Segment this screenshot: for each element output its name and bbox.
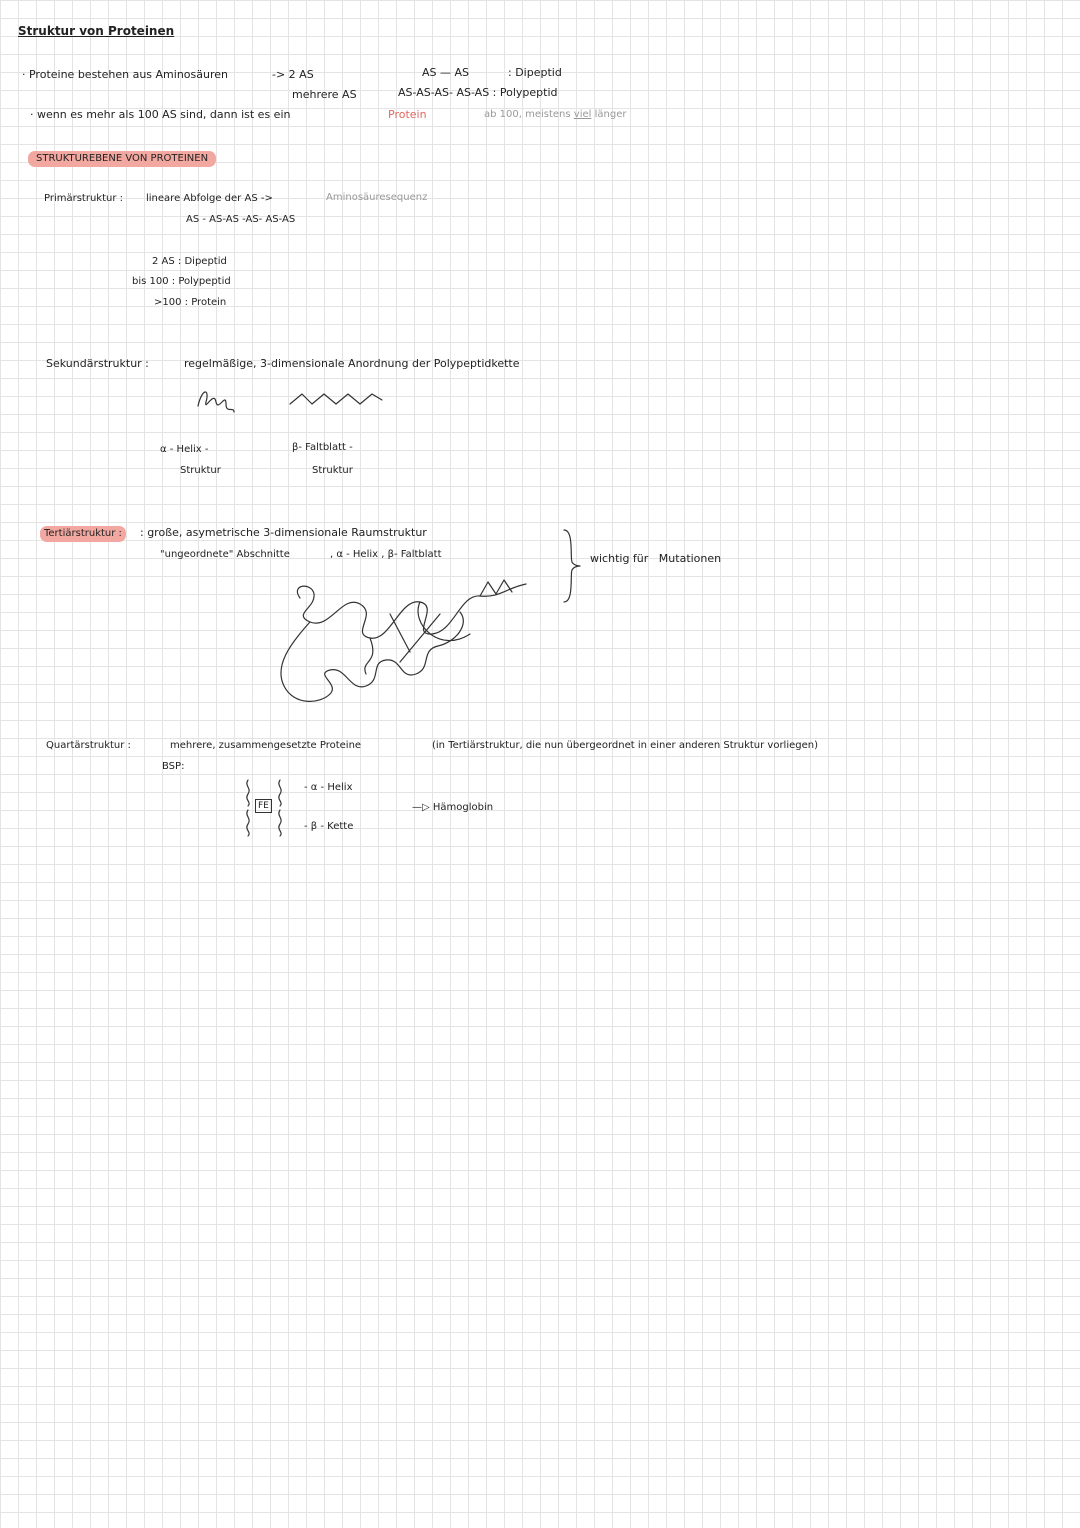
- intro-as-as: AS — AS: [422, 66, 470, 79]
- quaternary-label: Quartärstruktur :: [46, 740, 131, 751]
- intro-line-3: · wenn es mehr als 100 AS sind, dann ist es ein: [30, 108, 291, 121]
- sheet-label: β- Faltblatt -: [292, 442, 353, 453]
- quaternary-paren: (in Tertiärstruktur, die nun übergeordnet in einer anderen Struktur vorliegen): [432, 740, 819, 751]
- primary-row-2: bis 100 : Polypeptid: [132, 276, 231, 287]
- intro-line-1: · Proteine bestehen aus Aminosäuren: [22, 68, 228, 81]
- primary-chain: AS - AS-AS -AS- AS-AS: [186, 214, 296, 225]
- primary-row-3: >100 : Protein: [154, 297, 227, 308]
- tertiary-line-2b: , α - Helix , β- Faltblatt: [330, 549, 442, 560]
- sheet-sketch-icon: [288, 390, 384, 410]
- intro-mehrere-as: mehrere AS: [292, 88, 357, 101]
- primary-note: Aminosäuresequenz: [326, 192, 428, 203]
- page-title: Struktur von Proteinen: [18, 24, 175, 38]
- helix-label: α - Helix -: [160, 444, 209, 455]
- helix-label-2: Struktur: [180, 465, 221, 476]
- primary-row-1: 2 AS : Dipeptid: [152, 256, 227, 267]
- quaternary-text: mehrere, zusammengesetzte Proteine: [170, 740, 362, 751]
- quaternary-result: —▷ Hämoglobin: [412, 802, 494, 813]
- tertiary-label: Tertiärstruktur :: [40, 526, 126, 542]
- intro-protein-word: Protein: [388, 108, 427, 121]
- quaternary-beta: - β - Kette: [304, 821, 354, 832]
- primary-text: lineare Abfolge der AS ->: [146, 193, 273, 204]
- primary-label: Primärstruktur :: [44, 193, 124, 204]
- secondary-text: regelmäßige, 3-dimensionale Anordnung der Polypeptidkette: [184, 357, 520, 370]
- intro-polypeptid: AS-AS-AS- AS-AS : Polypeptid: [398, 86, 558, 99]
- helix-sketch-icon: [196, 386, 236, 418]
- secondary-label: Sekundärstruktur :: [46, 357, 149, 370]
- tertiary-line-2a: "ungeordnete" Abschnitte: [160, 549, 290, 560]
- brace-icon: [560, 528, 584, 604]
- intro-arrow-2as: -> 2 AS: [272, 68, 314, 81]
- sheet-label-2: Struktur: [312, 465, 353, 476]
- brace-note: wichtig für Mutationen: [590, 552, 722, 565]
- intro-note: ab 100, meistens viel länger: [484, 109, 627, 120]
- quaternary-alpha: - α - Helix: [304, 782, 353, 793]
- fe-box: FE: [255, 799, 272, 813]
- quaternary-bsp: BSP:: [162, 761, 185, 772]
- tertiary-text: : große, asymetrische 3-dimensionale Raumstruktur: [140, 526, 427, 539]
- section-heading: STRUKTUREBENE VON PROTEINEN: [28, 151, 216, 167]
- intro-dipeptid: : Dipeptid: [508, 66, 562, 79]
- tertiary-tangle-icon: [270, 574, 540, 720]
